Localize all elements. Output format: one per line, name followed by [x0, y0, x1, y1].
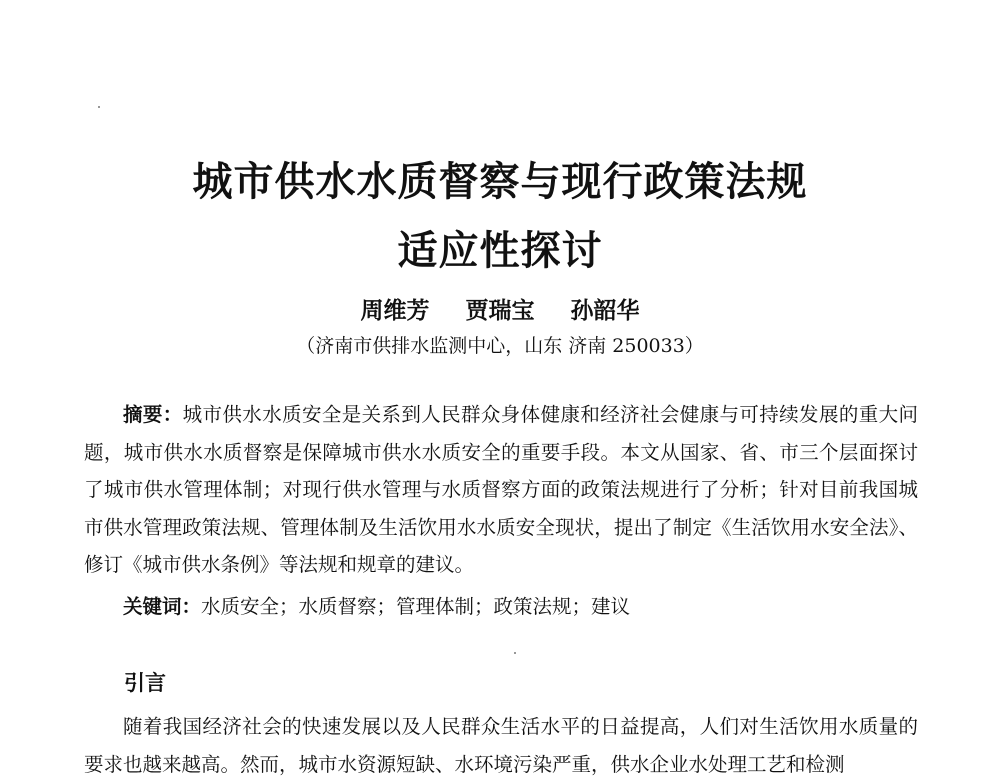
paper-title-line-2: 适应性探讨 [397, 227, 603, 274]
keywords-label: 关键词： [123, 595, 202, 618]
abstract-label: 摘要： [123, 403, 183, 426]
author-name: 周维芳 [360, 297, 430, 324]
abstract [84, 396, 918, 584]
scan-speck [514, 652, 516, 654]
paper-title-line-1: 城市供水水质督察与现行政策法规 [192, 158, 808, 205]
keywords-text: 水质安全；水质督察；管理体制；政策法规；建议 [201, 595, 631, 618]
keywords [84, 592, 918, 622]
author-list [0, 292, 1000, 325]
author-name: 贾瑞宝 [465, 297, 535, 324]
section-heading: 引言 [124, 670, 166, 695]
section-body-text: 随着我国经济社会的快速发展以及人民群众生活水平的日益提高，人们对生活饮用水质量的要求也越来越高。然而，城市水资源短缺、水环境污染严重，供水企业水处理工艺和检测 [84, 715, 918, 776]
abstract-text: 城市供水水质安全是关系到人民群众身体健康和经济社会健康与可持续发展的重大问题，城市供水水质督察是保障城市供水水质安全的重要手段。本文从国家、省、市三个层面探讨了城市供水管理体制；对现行供水管理与水质督察方面的政策法规进行了分析；针对目前我国城市供水管理政策法规、管理体制及生活饮用水水质安全现状，提出了制定《生活饮用水安全法》、修订《城市供水条例》等法规和规章的建议。 [84, 403, 918, 576]
affiliation: （济南市供排水监测中心，山东 济南 250033） [296, 335, 704, 357]
author-name: 孙韶华 [570, 297, 640, 324]
scan-speck [98, 106, 100, 108]
